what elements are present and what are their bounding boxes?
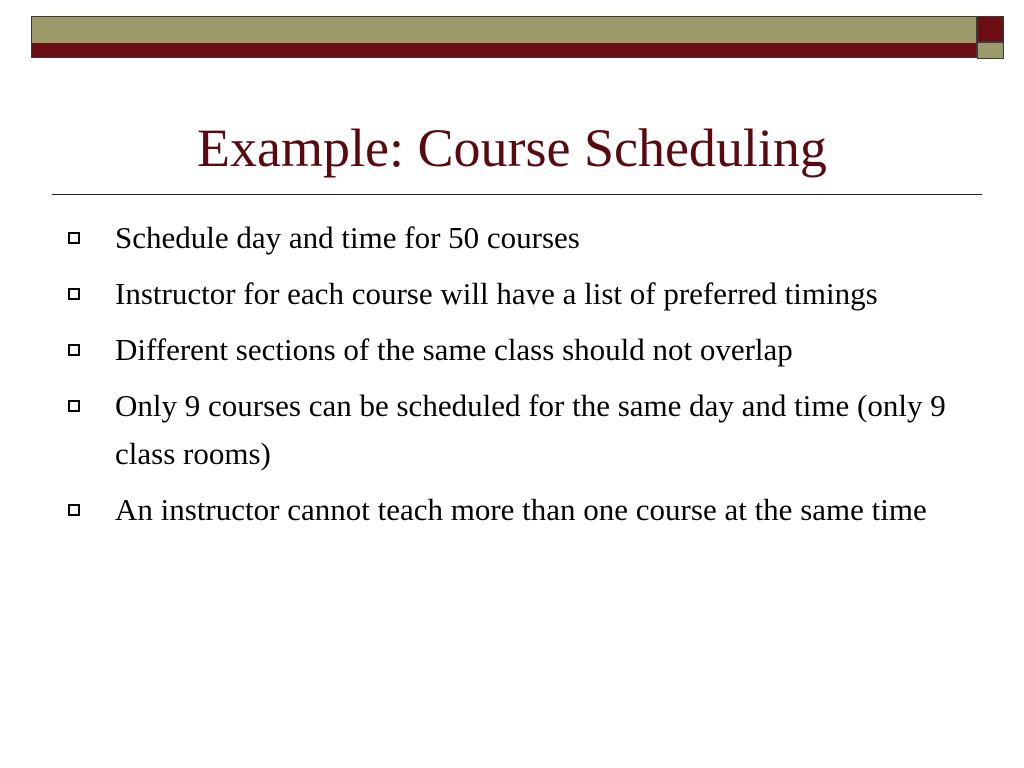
header-olive-band: [32, 17, 976, 43]
hollow-square-bullet-icon: [68, 344, 80, 356]
hollow-square-bullet-icon: [68, 288, 80, 300]
bullet-text: Schedule day and time for 50 courses: [115, 220, 580, 255]
header-maroon-band: [32, 43, 976, 57]
bullet-text: Only 9 courses can be scheduled for the same day and time (only 9 class rooms): [115, 388, 946, 471]
corner-square-olive: [977, 42, 1004, 59]
bullet-text: Different sections of the same class should not overlap: [115, 332, 793, 367]
bullet-item: [60, 326, 960, 374]
bullet-item: [60, 270, 960, 318]
hollow-square-bullet-icon: [68, 504, 80, 516]
bullet-text: Instructor for each course will have a list of preferred timings: [115, 276, 878, 311]
hollow-square-bullet-icon: [68, 232, 80, 244]
bullet-item: [60, 382, 960, 478]
bullet-text: An instructor cannot teach more than one course at the same time: [115, 492, 927, 527]
corner-square-maroon: [977, 16, 1004, 42]
title-divider: [52, 194, 982, 195]
bullet-item: [60, 486, 960, 534]
header-decoration-bar: [31, 16, 977, 58]
bullet-item: [60, 214, 960, 262]
hollow-square-bullet-icon: [68, 400, 80, 412]
bullet-list: [60, 214, 960, 542]
slide-title: Example: Course Scheduling: [197, 118, 827, 178]
